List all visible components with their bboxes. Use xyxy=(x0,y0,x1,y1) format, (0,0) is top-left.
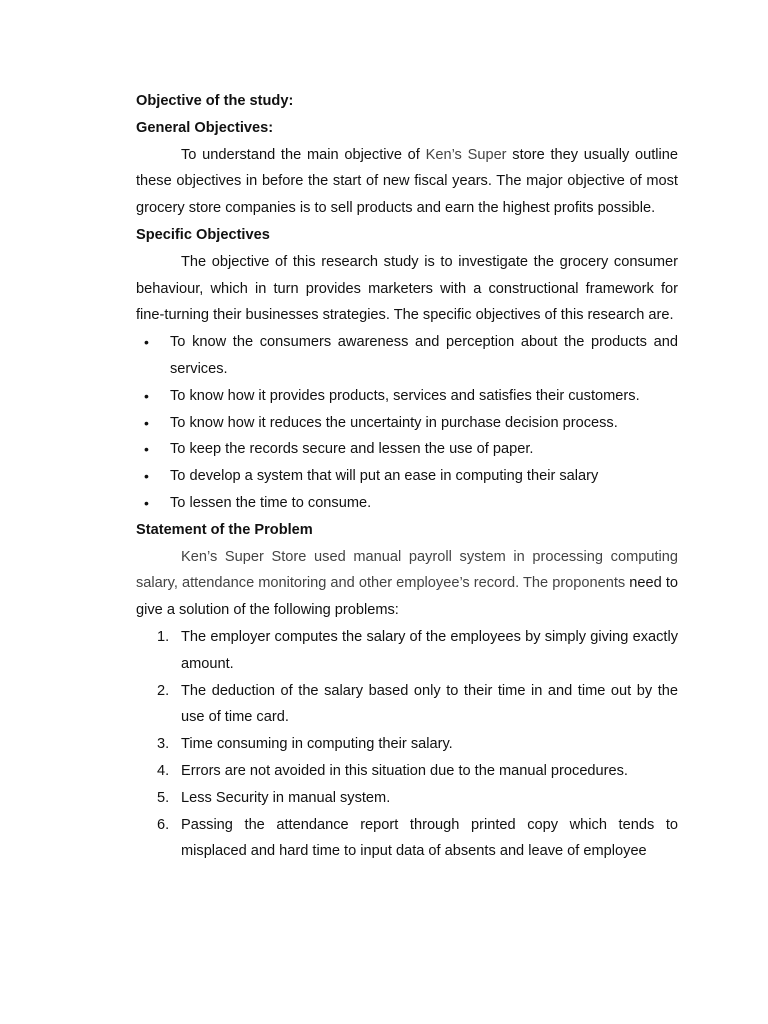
list-item xyxy=(136,758,678,785)
list-item xyxy=(136,463,678,490)
list-item-text: To develop a system that will put an ease in computing their salary xyxy=(170,468,599,485)
list-item xyxy=(136,329,678,383)
general-para-part2: store they usually outline these objectives in before the start of new fiscal years. The major objective of most grocery store companies is to sell products and earn the highest profits possible. xyxy=(136,146,678,217)
list-item-text: To keep the records secure and lessen the use of paper. xyxy=(170,441,534,458)
list-item-text: Errors are not avoided in this situation due to the manual procedures. xyxy=(181,762,628,779)
bullet-icon: • xyxy=(144,387,149,404)
list-item-text: To know how it reduces the uncertainty in purchase decision process. xyxy=(170,414,618,431)
list-item xyxy=(136,731,678,758)
list-item xyxy=(136,490,678,517)
list-item xyxy=(136,410,678,437)
problem-para-part1: Ken’s Super Store used manual payroll system in processing computing salary, attendance monitoring and other employee’s record. The proponents xyxy=(136,548,678,592)
list-item xyxy=(136,812,678,866)
list-number: 4. xyxy=(157,762,170,779)
list-item-text: Time consuming in computing their salary. xyxy=(181,736,453,753)
list-number: 2. xyxy=(157,682,170,699)
problem-list xyxy=(136,624,678,865)
problem-statement-heading: Statement of the Problem xyxy=(136,521,313,538)
list-item-text: The deduction of the salary based only to their time in and time out by the use of time card. xyxy=(181,682,678,726)
bullet-icon: • xyxy=(144,468,149,485)
list-number: 6. xyxy=(157,816,170,833)
bullet-icon: • xyxy=(144,414,149,431)
list-number: 1. xyxy=(157,628,170,645)
bullet-icon: • xyxy=(144,334,149,351)
general-objectives-heading: General Objectives: xyxy=(136,119,274,136)
specific-objectives-list xyxy=(136,329,678,517)
problem-statement-paragraph xyxy=(136,544,678,624)
list-item-text: Less Security in manual system. xyxy=(181,789,391,806)
problem-para-part2: need to give a solution of the following problems: xyxy=(136,575,678,619)
general-para-brand: Ken’s Super xyxy=(425,146,507,163)
bullet-icon: • xyxy=(144,441,149,458)
list-item-text: Passing the attendance report through printed copy which tends to misplaced and hard time to input data of absents and leave of employee xyxy=(181,816,678,860)
list-item-text: To know the consumers awareness and perception about the products and services. xyxy=(170,334,678,377)
list-item-text: The employer computes the salary of the employees by simply giving exactly amount. xyxy=(181,628,678,672)
general-objectives-paragraph xyxy=(136,142,678,222)
list-number: 5. xyxy=(157,789,170,806)
list-item xyxy=(136,383,678,410)
list-item xyxy=(136,624,678,678)
list-item-text: To know how it provides products, services and satisfies their customers. xyxy=(170,387,640,404)
document-page xyxy=(136,88,678,865)
document-title: Objective of the study: xyxy=(136,93,294,109)
list-item xyxy=(136,436,678,463)
bullet-icon: • xyxy=(144,494,149,511)
list-number: 3. xyxy=(157,736,170,753)
specific-objectives-paragraph: The objective of this research study is to investigate the grocery consumer behaviour, which in turn provides marketers with a constructional framework for fine-turning their businesses strategies. The specific objectives of this research are. xyxy=(136,253,678,324)
general-para-part1: To understand the main objective of xyxy=(181,146,426,163)
list-item xyxy=(136,678,678,732)
specific-objectives-heading: Specific Objectives xyxy=(136,226,270,243)
list-item xyxy=(136,785,678,812)
list-item-text: To lessen the time to consume. xyxy=(170,494,372,511)
